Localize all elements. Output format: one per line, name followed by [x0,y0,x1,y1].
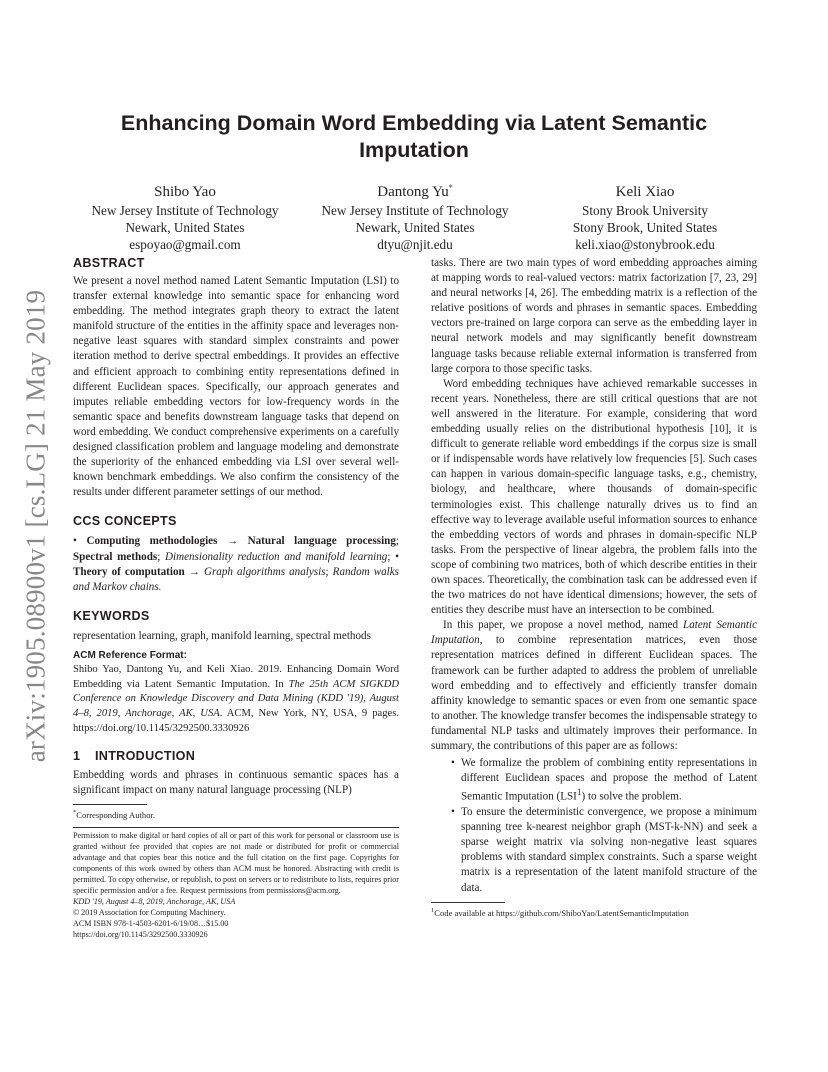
abstract-text: We present a novel method named Latent Semantic Imputation (LSI) to transfer external knowledge into semantic space for enhancing word embedding. The method integrates graph theory to extract the latent manifold structure of the entities in the affinity space and leverages non-negative least squares with standard simplex constraints and power iteration method to derive spectral embeddings. It provides an effective and efficient approach to combining entity representations defined in different Euclidean spaces. Specifically, our approach generates and imputes reliable embedding vectors for low-frequency words in the semantic space and benefits downstream language tasks that depend on word embedding. We conduct comprehensive experiments on a carefully designed classification problem and language modeling and demonstrate the superiority of the enhanced embedding via LSI over several well-known benchmark embeddings. We also confirm the consistency of the results under different parameter settings of our method. [73,275,399,499]
author-name: Shibo Yao [154,184,216,200]
footnote-rule [73,804,147,805]
ccs-heading: CCS CONCEPTS [73,514,177,529]
author-1 [70,178,300,253]
paper-title-line-2: Imputation [359,138,469,162]
author-3 [530,178,760,253]
abstract-heading: ABSTRACT [73,256,145,270]
intro-paragraph-1: Embedding words and phrases in continuous semantic spaces has a significant impact on many natural language processing (NLP) [73,768,399,796]
corresponding-author-footnote: *Corresponding Author. [73,809,156,820]
acm-reference-heading: ACM Reference Format: [73,649,187,661]
intro-paragraph-1-continued: tasks. There are two main types of word embedding approaches aiming at mapping words to real-valued vectors: matrix factorization [7, 23, 29] and neural networks [4, 26]. The embedding matrix is a reflection of the relative positions of words and phrases in semantic spaces. Embedding vectors pre-trained on large corpora can serve as the embedding layer in neural network models and may significantly benefit downstream language tasks because reliable external information is transferred from large corpora to those specific tasks. [431,257,757,375]
author-location: Stony Brook, United States [572,220,718,235]
corresponding-author-mark: * [448,183,453,192]
contribution-item: • We formalize the problem of combining entity representations in different Euclidean spaces and propose the method of Latent Semantic Imputation (LSI$^1$) to solve the problem. [451,757,757,803]
arxiv-sidebar [20,276,52,776]
author-location: Newark, United States [355,220,475,235]
author-email: espoyao@gmail.com [129,237,241,252]
author-email: keli.xiao@stonybrook.edu [575,237,715,252]
author-email: dtyu@njit.edu [377,237,453,252]
contribution-item: • To ensure the deterministic convergence, we propose a minimum spanning tree k-nearest neighbor graph (MST-k-NN) and seek a sparse weight matrix via solving non-negative least squares problems with standard simplex constraints. Such a sparse weight matrix is a representation of the latent manifold structure of the data. [451,806,757,894]
intro-paragraph-2: Word embedding techniques have achieved remarkable successes in recent years. Nonetheless, there are still critical questions that are not well answered in the literature. For example, considering that word embedding usually relies on the distributional hypothesis [10], it is difficult to generate reliable word embeddings if the corpus size is small or if indispensable words have relatively low frequencies [5]. Such cases can happen in various domain-specific language tasks, e.g., chemistry, biology, and healthcare, where thousands of domain-specific terminologies exist. This challenge naturally drives us to find an effective way to leverage available useful information sources to enhance the embedding vectors of words and phrases in domain-specific NLP tasks. From the perspective of linear algebra, the problem falls into the scope of combining two matrices, both of which describe entities in their own spaces. Theoretically, the combination task can be addressed even if the two matrices do not have identical dimensions; however, the sets of entities they describe must have an intersection to be combined. [431,377,757,617]
author-location: Newark, United States [125,220,245,235]
permission-rule [73,827,399,828]
ccs-concepts: • Computing methodologies → Natural language processing; Spectral methods; Dimensionality reduction and manifold learning; • Theory of computation → Graph algorithms analysis; Random walks and Markov chains. [73,535,399,593]
code-footnote: $^1$Code available at https://github.com/ShiboYao/LatentSemanticImputation [431,906,689,918]
isbn-line: ACM ISBN 978-1-4503-6201-6/19/08…$15.00 [73,918,229,928]
permission-notice: Permission to make digital or hard copies of all or part of this work for personal or classroom use is granted without fee provided that copies are not made or distributed for profit or commercial advantage and that copies bear this notice and the full citation on the first page. Copyrights for components of this work owned by others than ACM must be honored. Abstracting with credit is permitted. To copy otherwise, or republish, to post on servers or to redistribute to lists, requires prior specific permission and/or a fee. Request permissions from permissions@acm.org. [73,831,399,895]
author-name: Dantong Yu* [377,183,453,200]
author-affiliation: New Jersey Institute of Technology [91,203,279,218]
author-2 [300,178,530,253]
paper-title-line-1: Enhancing Domain Word Embedding via Latent Semantic [120,111,708,135]
author-name: Keli Xiao [615,184,675,200]
author-block [70,178,760,253]
copyright-line: © 2019 Association for Computing Machinery. [73,907,226,917]
keywords-text: representation learning, graph, manifold learning, spectral methods [73,629,371,642]
footnote-rule [431,902,505,903]
conference-line: KDD '19, August 4–8, 2019, Anchorage, AK, USA [73,896,236,906]
doi-line: https://doi.org/10.1145/3292500.3330926 [73,929,208,939]
introduction-heading: 1 INTRODUCTION [73,748,196,763]
intro-paragraph-3: In this paper, we propose a novel method, named Latent Semantic Imputation, to combine representation matrices, even those representation matrices defined in different Euclidean spaces. The framework can be further adapted to address the problem of unreliable word embedding and to effectively and efficiently transfer domain affinity knowledge to semantic spaces or even from one semantic space to another. The knowledge transfer becomes the indispensable strategy to fundamental NLP tasks and ultimately improves their performance. In summary, the contributions of this paper are as follows: [431,619,757,752]
arxiv-identifier: arXiv:1905.08900v1 [cs.LG] 21 May 2019 [20,289,51,763]
keywords-heading: KEYWORDS [73,608,150,623]
paper-title [80,110,748,164]
left-column [73,256,399,940]
author-affiliation: New Jersey Institute of Technology [321,203,509,218]
contributions-list [431,756,757,896]
author-affiliation: Stony Brook University [581,203,708,218]
right-column [431,256,757,919]
acm-reference-text: Shibo Yao, Dantong Yu, and Keli Xiao. 2019. Enhancing Domain Word Embedding via Latent Semantic Imputation. In The 25th ACM SIGKDD Conference on Knowledge Discovery and Data Mining (KDD '19), August 4–8, 2019, Anchorage, AK, USA. ACM, New York, NY, USA, 9 pages. https://doi.org/10.1145/3292500.3330926 [73,663,400,735]
